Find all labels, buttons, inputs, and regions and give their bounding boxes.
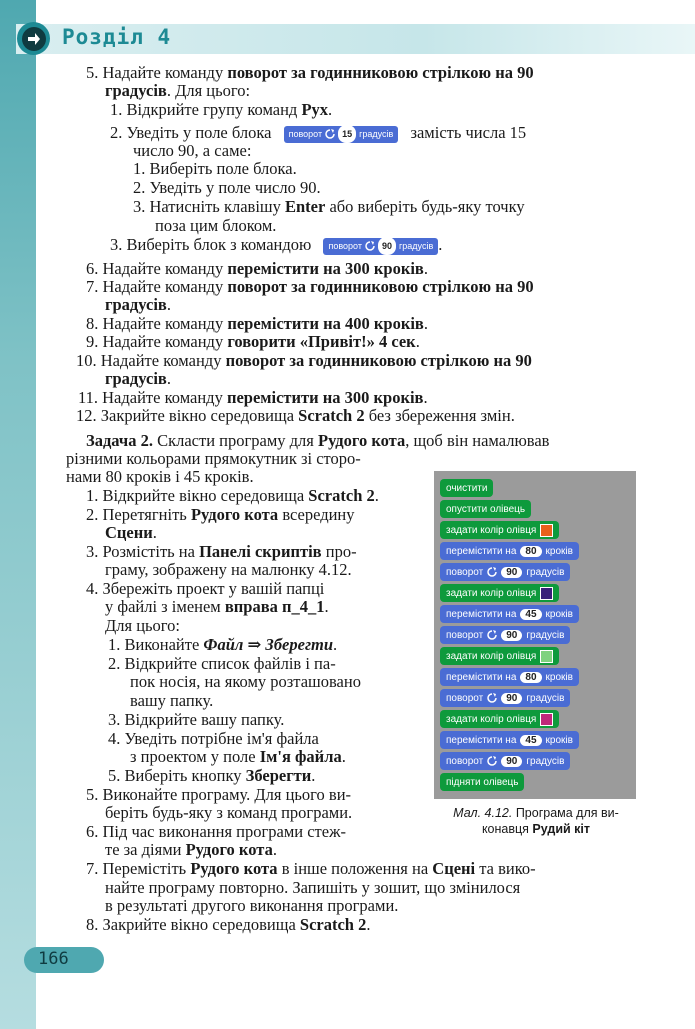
rotate-cw-icon	[487, 567, 497, 577]
turn-90-block: поворот 90 градусів	[323, 238, 438, 255]
task-step-2: 2. Перетягніть Рудого кота всередину	[86, 505, 355, 524]
block-turn-90: поворот 90 градусів	[440, 689, 570, 707]
block-turn-90: поворот 90 градусів	[440, 752, 570, 770]
save-step-2-cont2: вашу папку.	[130, 691, 214, 710]
sub-sub-1: 1. Виберіть поле блока.	[133, 159, 297, 178]
step-6: 6. Надайте команду перемістити на 300 кроків.	[86, 259, 428, 278]
task-step-7-cont2: в результаті другого виконання програми.	[105, 896, 399, 915]
task-step-2-cont: Сцени.	[105, 523, 157, 542]
task-step-5: 5. Виконайте програму. Для цього ви-	[86, 785, 352, 804]
task-2-heading: Задача 2. Скласти програму для Рудого кота, щоб він намалював	[86, 431, 550, 450]
block-pen-up: підняти олівець	[440, 773, 524, 791]
rotate-cw-icon	[365, 241, 375, 251]
task-step-6-cont: те за діями Рудого кота.	[105, 840, 277, 859]
save-step-2-cont: пок носія, на якому розташовано	[130, 672, 361, 691]
sub-step-3: 3. Виберіть блок з командою поворот 90 градусів .	[110, 235, 443, 254]
color-swatch	[540, 524, 553, 537]
sub-step-1: 1. Відкрийте групу команд Рух.	[110, 100, 333, 119]
sub-step-2-cont: число 90, а саме:	[133, 141, 252, 160]
block-move-80: перемістити на 80 кроків	[440, 542, 579, 560]
task-step-5-cont: беріть будь-яку з команд програми.	[105, 803, 353, 822]
block-set-color-1: задати колір олівця	[440, 521, 559, 539]
step-9: 9. Надайте команду говорити «Привіт!» 4 сек.	[86, 332, 420, 351]
step-12: 12. Закрийте вікно середовища Scratch 2 без збереження змін.	[76, 406, 515, 425]
rotate-cw-icon	[487, 693, 497, 703]
step-10: 10. Надайте команду поворот за годинниковою стрілкою на 90	[76, 351, 532, 370]
color-swatch	[540, 650, 553, 663]
header-badge	[17, 22, 50, 55]
step-7-cont: градусів.	[105, 295, 171, 314]
scratch-script-figure	[434, 471, 636, 799]
page-number: 166	[38, 949, 69, 969]
save-step-3: 3. Відкрийте вашу папку.	[108, 710, 285, 729]
block-move-45: перемістити на 45 кроків	[440, 605, 579, 623]
task-step-4: 4. Збережіть проект у вашій папці	[86, 579, 325, 598]
save-step-5: 5. Виберіть кнопку Зберегти.	[108, 766, 316, 785]
save-step-2: 2. Відкрийте список файлів і па-	[108, 654, 336, 673]
task-step-7-cont: найте програму повторно. Запишіть у зошит, що змінилося	[105, 878, 521, 897]
step-10-cont: градусів.	[105, 369, 171, 388]
task-step-3-cont: граму, зображену на малюнку 4.12.	[105, 560, 352, 579]
turn-15-block: поворот 15 градусів	[284, 126, 399, 143]
color-swatch	[540, 713, 553, 726]
step-11: 11. Надайте команду перемістити на 300 кроків.	[78, 388, 428, 407]
task-2-line3: нами 80 кроків і 45 кроків.	[66, 467, 254, 486]
task-step-3: 3. Розмістіть на Панелі скриптів про-	[86, 542, 357, 561]
block-turn-90: поворот 90 градусів	[440, 563, 570, 581]
sub-step-2: 2. Уведіть у поле блока поворот 15 градусів замість числа 15	[110, 123, 527, 142]
step-7: 7. Надайте команду поворот за годинниковою стрілкою на 90	[86, 277, 534, 296]
sub-sub-3: 3. Натисніть клавішу Enter або виберіть будь-яку точку	[133, 197, 525, 216]
save-step-4-cont: з проектом у поле Ім'я файла.	[130, 747, 346, 766]
block-move-45: перемістити на 45 кроків	[440, 731, 579, 749]
block-move-80: перемістити на 80 кроків	[440, 668, 579, 686]
block-clear: очистити	[440, 479, 493, 497]
save-step-4: 4. Уведіть потрібне ім'я файла	[108, 729, 319, 748]
task-step-1: 1. Відкрийте вікно середовища Scratch 2.	[86, 486, 379, 505]
task-step-7: 7. Перемістіть Рудого кота в інше положення на Сцені та вико-	[86, 859, 536, 878]
color-swatch	[540, 587, 553, 600]
task-step-8: 8. Закрийте вікно середовища Scratch 2.	[86, 915, 371, 934]
block-set-color-2: задати колір олівця	[440, 584, 559, 602]
block-set-color-4: задати колір олівця	[440, 710, 559, 728]
arrow-right-icon	[27, 32, 41, 46]
rotate-cw-icon	[325, 129, 335, 139]
block-set-color-3: задати колір олівця	[440, 647, 559, 665]
block-pen-down: опустити олівець	[440, 500, 531, 518]
save-step-1: 1. Виконайте Файл ⇒ Зберегти.	[108, 635, 338, 654]
step-8: 8. Надайте команду перемістити на 400 кроків.	[86, 314, 428, 333]
rotate-cw-icon	[487, 630, 497, 640]
block-turn-90: поворот 90 градусів	[440, 626, 570, 644]
sub-sub-2: 2. Уведіть у поле число 90.	[133, 178, 321, 197]
task-step-4-for: Для цього:	[105, 616, 180, 635]
task-step-4-cont: у файлі з іменем вправа п_4_1.	[105, 597, 329, 616]
task-step-6: 6. Під час виконання програми стеж-	[86, 822, 346, 841]
sub-sub-3-cont: поза цим блоком.	[155, 216, 277, 235]
figure-caption: Мал. 4.12. Програма для ви- конавця Рудий кіт	[453, 806, 619, 836]
chapter-title: Розділ 4	[62, 25, 172, 49]
side-strip	[0, 0, 36, 1029]
task-2-line2: різними кольорами прямокутник зі сторо-	[66, 449, 361, 468]
step-5-cont: градусів. Для цього:	[105, 81, 251, 100]
step-5: 5. Надайте команду поворот за годинниковою стрілкою на 90	[86, 63, 534, 82]
rotate-cw-icon	[487, 756, 497, 766]
